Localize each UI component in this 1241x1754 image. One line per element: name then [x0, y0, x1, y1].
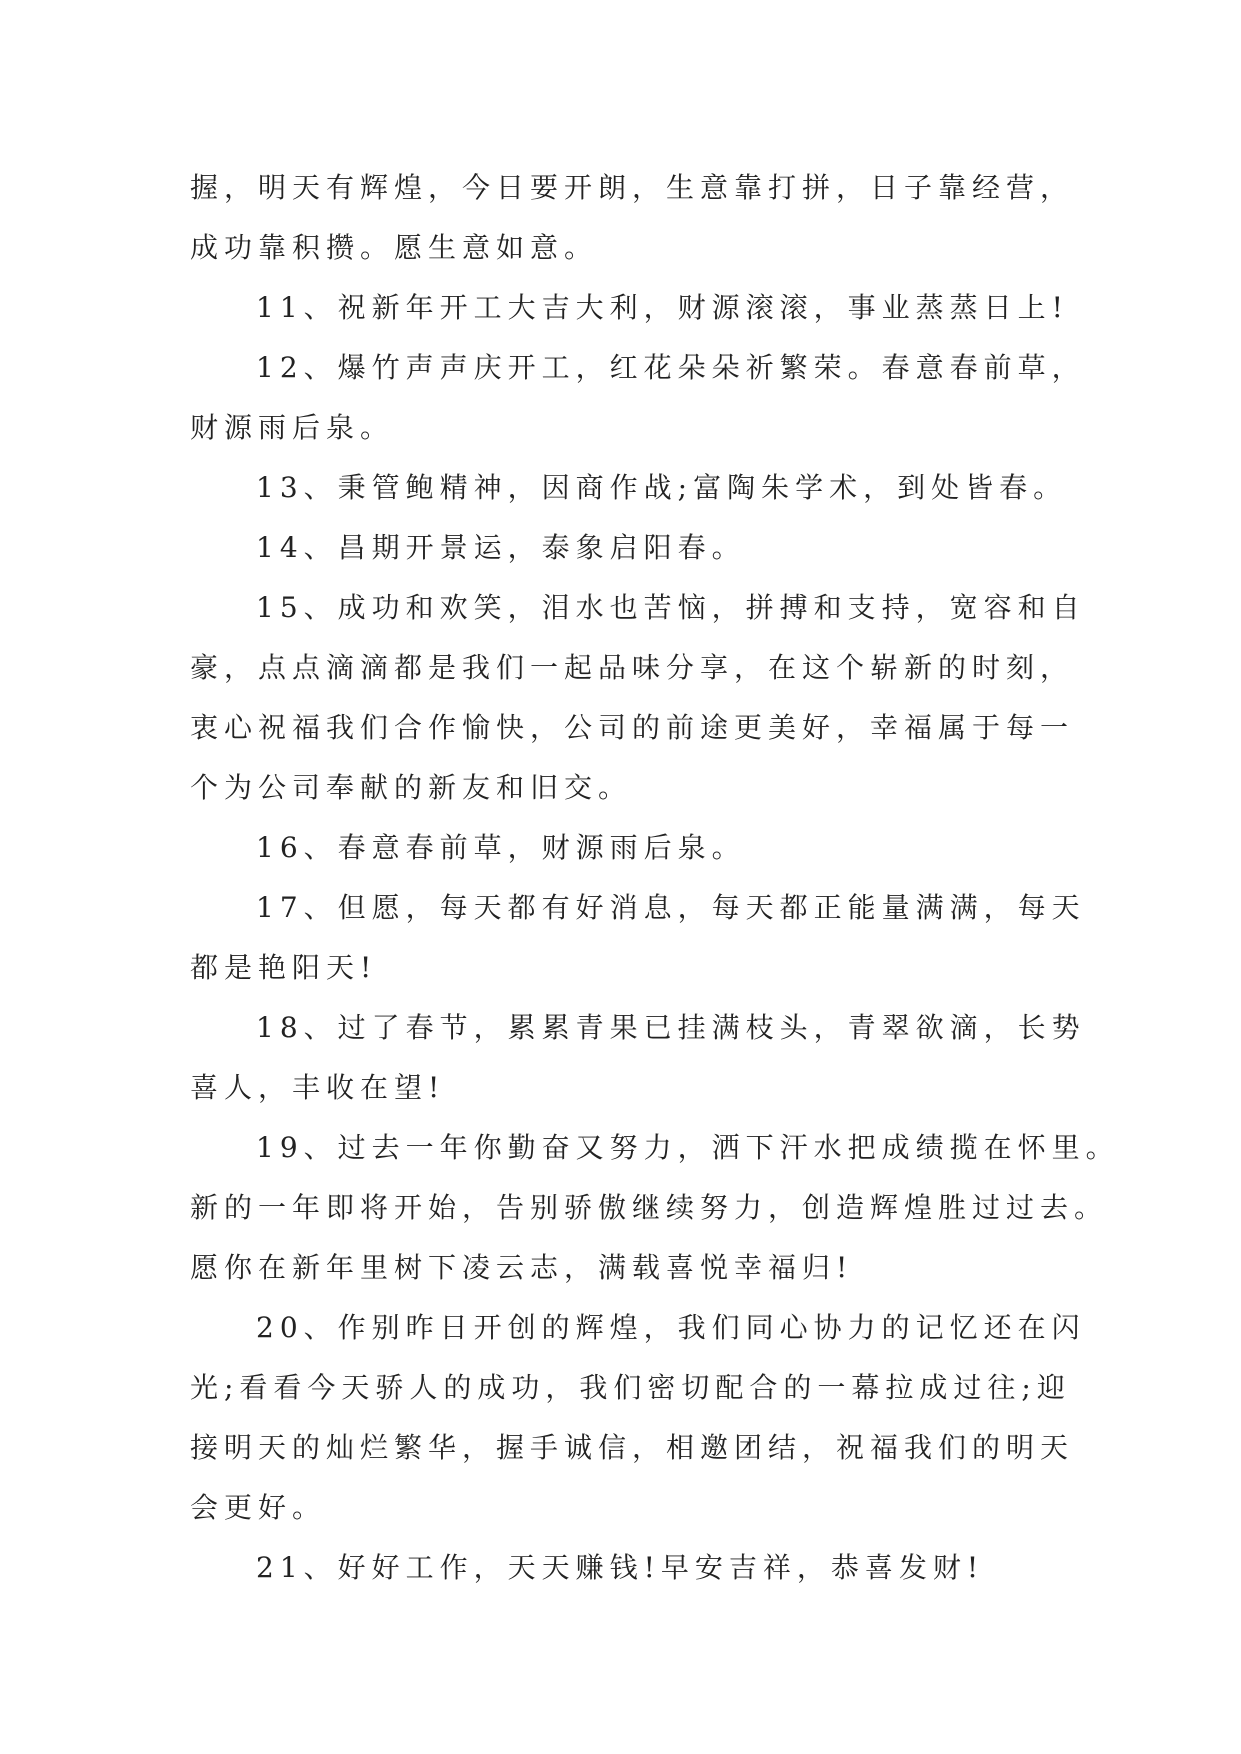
list-item: 11、祝新年开工大吉大利，财源滚滚，事业蒸蒸日上! — [256, 291, 1069, 324]
list-item: 21、好好工作，天天赚钱!早安吉祥，恭喜发财! — [256, 1551, 985, 1584]
text-line: 会更好。 — [190, 1491, 327, 1524]
text-line: 握，明天有辉煌，今日要开朗，生意靠打拼，日子靠经营， — [190, 171, 1075, 204]
text-line: 财源雨后泉。 — [190, 411, 395, 444]
list-item: 12、爆竹声声庆开工，红花朵朵祈繁荣。春意春前草， — [256, 351, 1086, 384]
text-line: 光;看看今天骄人的成功，我们密切配合的一幕拉成过往;迎 — [190, 1371, 1071, 1404]
list-item: 18、过了春节，累累青果已挂满枝头，青翠欲滴，长势 — [256, 1011, 1086, 1044]
list-item: 13、秉管鲍精神，因商作战;富陶朱学术，到处皆春。 — [256, 471, 1068, 504]
text-line: 个为公司奉献的新友和旧交。 — [190, 771, 633, 804]
text-line: 衷心祝福我们合作愉快，公司的前途更美好，幸福属于每一 — [190, 711, 1075, 744]
text-line: 成功靠积攒。愿生意如意。 — [190, 231, 599, 264]
list-item: 15、成功和欢笑，泪水也苦恼，拼搏和支持，宽容和自 — [256, 591, 1086, 624]
list-item: 17、但愿，每天都有好消息，每天都正能量满满，每天 — [256, 891, 1086, 924]
document-body — [190, 158, 1120, 1598]
text-line: 新的一年即将开始，告别骄傲继续努力，创造辉煌胜过过去。 — [190, 1191, 1109, 1224]
text-line: 愿你在新年里树下凌云志，满载喜悦幸福归! — [190, 1251, 854, 1284]
text-line: 豪，点点滴滴都是我们一起品味分享，在这个崭新的时刻， — [190, 651, 1075, 684]
text-line: 接明天的灿烂繁华，握手诚信，相邀团结，祝福我们的明天 — [190, 1431, 1075, 1464]
text-line: 喜人，丰收在望! — [190, 1071, 446, 1104]
list-item: 19、过去一年你勤奋又努力，洒下汗水把成绩揽在怀里。 — [256, 1131, 1120, 1164]
text-line: 都是艳阳天! — [190, 951, 378, 984]
list-item: 16、春意春前草，财源雨后泉。 — [256, 831, 746, 864]
list-item: 14、昌期开景运，泰象启阳春。 — [256, 531, 746, 564]
list-item: 20、作别昨日开创的辉煌，我们同心协力的记忆还在闪 — [256, 1311, 1086, 1344]
